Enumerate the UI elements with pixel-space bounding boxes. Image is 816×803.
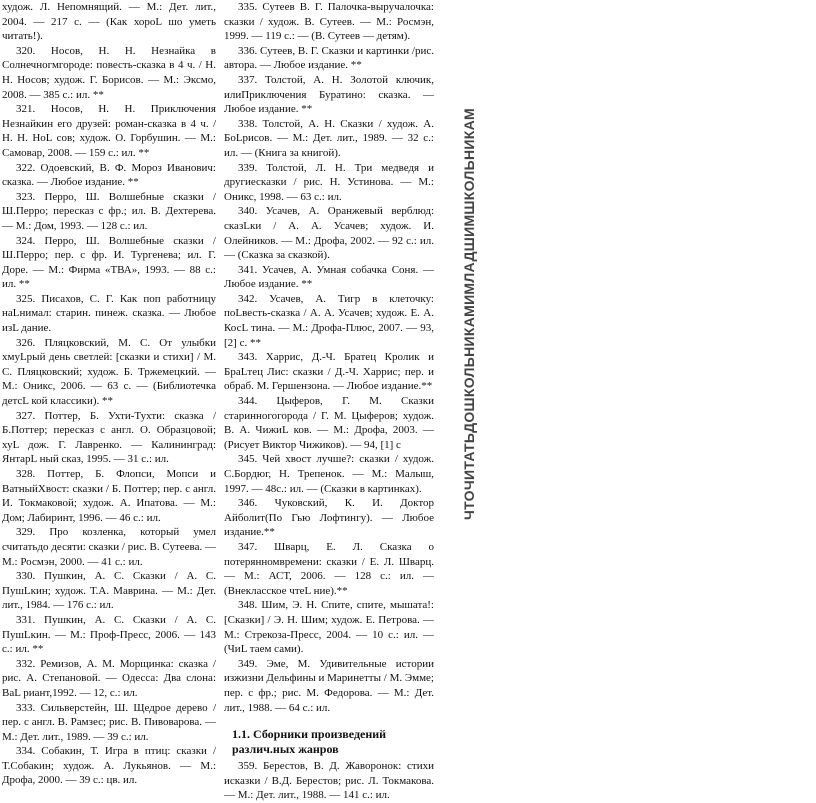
bibliography-entry: 339. Толстой, Л. Н. Три медведя и другиесказки / рис. Н. Устинова. — М.: Оникс, 1998. — 63 с.: ил.: [224, 161, 434, 203]
section-entries: [224, 759, 434, 803]
side-banner: [448, 0, 490, 627]
bibliography-entry: 330. Пушкин, А. С. Сказки / А. С. ПушLкин; худож. Т.А. Маврина. — М.: Дет. лит., 1984. — 176 с.: ил.: [2, 570, 216, 612]
bibliography-entry: 344. Цыферов, Г. М. Сказки старинногогорода / Г. М. Цыферов; худож. В. А. ЧижиL ков. — М.: Дрофа, 2003. — (Рисует Виктор Чижиков). — 94, [1] с: [224, 395, 434, 451]
left-column: [2, 0, 216, 788]
bibliography-entry: 343. Харрис, Д.-Ч. Братец Кролик и БраLтец Лис: сказки / Д.-Ч. Харрис; пер. и обраб. М. Гершензона. — Любое издание.**: [224, 351, 434, 393]
bibliography-entry: 336. Сутеев, В. Г. Сказки и картинки /рис. автора. — Любое издание. **: [224, 44, 434, 72]
bibliography-entry: 332. Ремизов, А. М. Морщинка: сказка /рис. А. Степановой. — Одесса: Два слона: ВаL риант,1992. — 12, с.: ил.: [2, 657, 216, 699]
bibliography-entry: 359. Берестов, В. Д. Жаворонок: стихи исказки / В.Д. Берестов; рис. Л. Токмакова. — М.: Дет. лит., 1988. — 141 с.: ил.: [224, 760, 434, 802]
bibliography-entry: 334. Собакин, Т. Игра в птиц: сказки / Т.Собакин; худож. А. Лукьянов. — М.: Дрофа, 2000. — 39 с.: цв. ил.: [2, 745, 216, 787]
bibliography-entry: 320. Носов, Н. Н. Незнайка в Солнечногмгороде: повесть-сказка в 4 ч. / Н. Н. Носов; худож. Г. Борисов. — М.: Эксмо, 2008. — 385 с.: ил. **: [2, 44, 216, 101]
bibliography-entry: 340. Усачев, А. Оранжевый верблюд: сказLки / А. А. Усачев; худож. И. Олейников. — М.: Дрофа, 2002. — 92 с.: ил. — (Сказка за сказкой).: [224, 205, 434, 262]
bibliography-entry: 331. Пушкин, А. С. Сказки / А. С. ПушLкин. — М.: Проф-Пресс, 2006. — 143 с.: ил. **: [2, 613, 216, 656]
bibliography-entry: 326. Пляцковский, М. С. От улыбки хмуLрый день светлей: [сказки и стихи] / М. С. Пляцковский; худож. Б. Тржемецкий. — М.: Оникс, 2006. — 63 с. — (Библиотечка детсL кой классики). **: [2, 336, 216, 408]
right-column: [224, 0, 434, 803]
bibliography-entry: 346. Чуковский, К. И. Доктор Айболит(По Гью Лофтингу). — Любое издание.**: [224, 497, 434, 539]
bibliography-entry: 333. Сильверстейн, Ш. Щедрое дерево /пер. с англ. В. Рамзес; рис. В. Пивоварова. — М.: Дет. лит., 1989. — 39 с.: ил.: [2, 701, 216, 743]
right-column-entries: [224, 0, 434, 715]
bibliography-entry: 341. Усачев, А. Умная собачка Соня. —Любое издание. **: [224, 263, 434, 291]
bibliography-entry: 323. Перро, Ш. Волшебные сказки / Ш.Перро; пересказ с фр.; ил. В. Дехтерева. — М.: Дом, 1993. — 128 с.: ил.: [2, 190, 216, 232]
bibliography-entry: 335. Сутеев В. Г. Палочка-выручалочка: сказки / худож. В. Сутеев. — М.: Росмэн, 1999. — 119 с.: — (В. Сутеев — детям).: [224, 1, 434, 43]
bibliography-entry: худож. Л. Непомнящий. — М.: Дет. лит., 2004. — 217 с. — (Как хорoL шо уметь читать!).: [2, 1, 216, 43]
bibliography-entry: 322. Одоевский, В. Ф. Мороз Иванович: сказка. — Любое издание. **: [2, 161, 216, 189]
bibliography-entry: 338. Толстой, А. Н. Сказки / худож. А. БоLрисов. — М.: Дет. лит., 1989. — 32 с.: ил. — (Книга за книгой).: [224, 117, 434, 159]
bibliography-entry: 321. Носов, Н. Н. Приключения Незнайкин его друзей: роман-сказка в 4 ч. / Н. Н. НоL сов; худож. О. Горбушин. — М.: Самовар, 2008. — 159 с.: ил. **: [2, 103, 216, 159]
bibliography-entry: 324. Перро, Ш. Волшебные сказки / Ш.Перро; пер. с фр. И. Тургенева; ил. Г. Доре. — М.: Фирма «ТВА», 1993. — 88 с.: ил. **: [2, 234, 216, 291]
bibliography-entry: 329. Про козленка, который умел считатьдо десяти: сказки / рис. В. Сутеева. — М.: Росмэн, 2000. — 41 с.: ил.: [2, 526, 216, 568]
bibliography-entry: 348. Шим, Э. Н. Спите, спите, мышата!: [Сказки] / Э. Н. Шим; худож. Е. Петрова. — М.: Стрекоза-Пресс, 2004. — 10 с.: ил. — (ЧиL таем сами).: [224, 599, 434, 656]
bibliography-entry: 347. Шварц, Е. Л. Сказка о потерянномвремени: сказки / Е. Л. Шварц. — М.: АСТ, 2006. — 128 с.: ил. — (Внекласское чтеL ние).**: [224, 540, 434, 597]
bibliography-entry: 349. Эме, М. Удивительные истории изжизни Дельфины и Маринетты / М. Эмме; пер. с фр.; рис. М. Федорова. — М.: Дет. лит., 1988. — 64 с.: ил.: [224, 657, 434, 714]
bibliography-entry: 345. Чей хвост лучше?: сказки / худож. С.Бордюг, Н. Трепенок. — М.: Малыш, 1997. — 48с.: ил. — (Сказки в картинках).: [224, 453, 434, 495]
section-heading: 1.1. Сборники произведений различ.ных жанров: [232, 727, 387, 757]
bibliography-entry: 337. Толстой, А. Н. Золотой ключик, илиПриключения Буратино: сказка. — Любое издание. **: [224, 73, 434, 116]
side-banner-text: ЧТОЧИТАТЬДОШКОЛЬНИКАМИМЛАДШИМШКОЛЬНИКАМ: [461, 107, 477, 520]
bibliography-entry: 342. Усачев, А. Тигр в клеточку: поLвесть-сказка / А. А. Усачев; худож. Е. А. КосL тина. — М.: Дрофа-Плюс, 2007. — 93,[2] с. **: [224, 292, 434, 349]
bibliography-entry: 328. Поттер, Б. Флопси, Мопси и ВатныйХвост: сказки / Б. Поттер; пер. с англ. И. Токмаковой; худож. А. Ипатова. — М.: Дом; Лабиринт, 1996. — 46 с.: ил.: [2, 468, 216, 524]
bibliography-entry: 325. Писахов, С. Г. Как поп работницу наLнимал: старин. пинеж. сказка. — Любое изL дание.: [2, 292, 216, 335]
bibliography-entry: 327. Поттер, Б. Ухти-Тухти: сказка /Б.Поттер; пересказ с англ. О. Образцовой; хуL дож. Г. Лавренко. — Калининград: ЯнтарL ный сказ, 1995. — 31 с.: ил.: [2, 409, 216, 466]
